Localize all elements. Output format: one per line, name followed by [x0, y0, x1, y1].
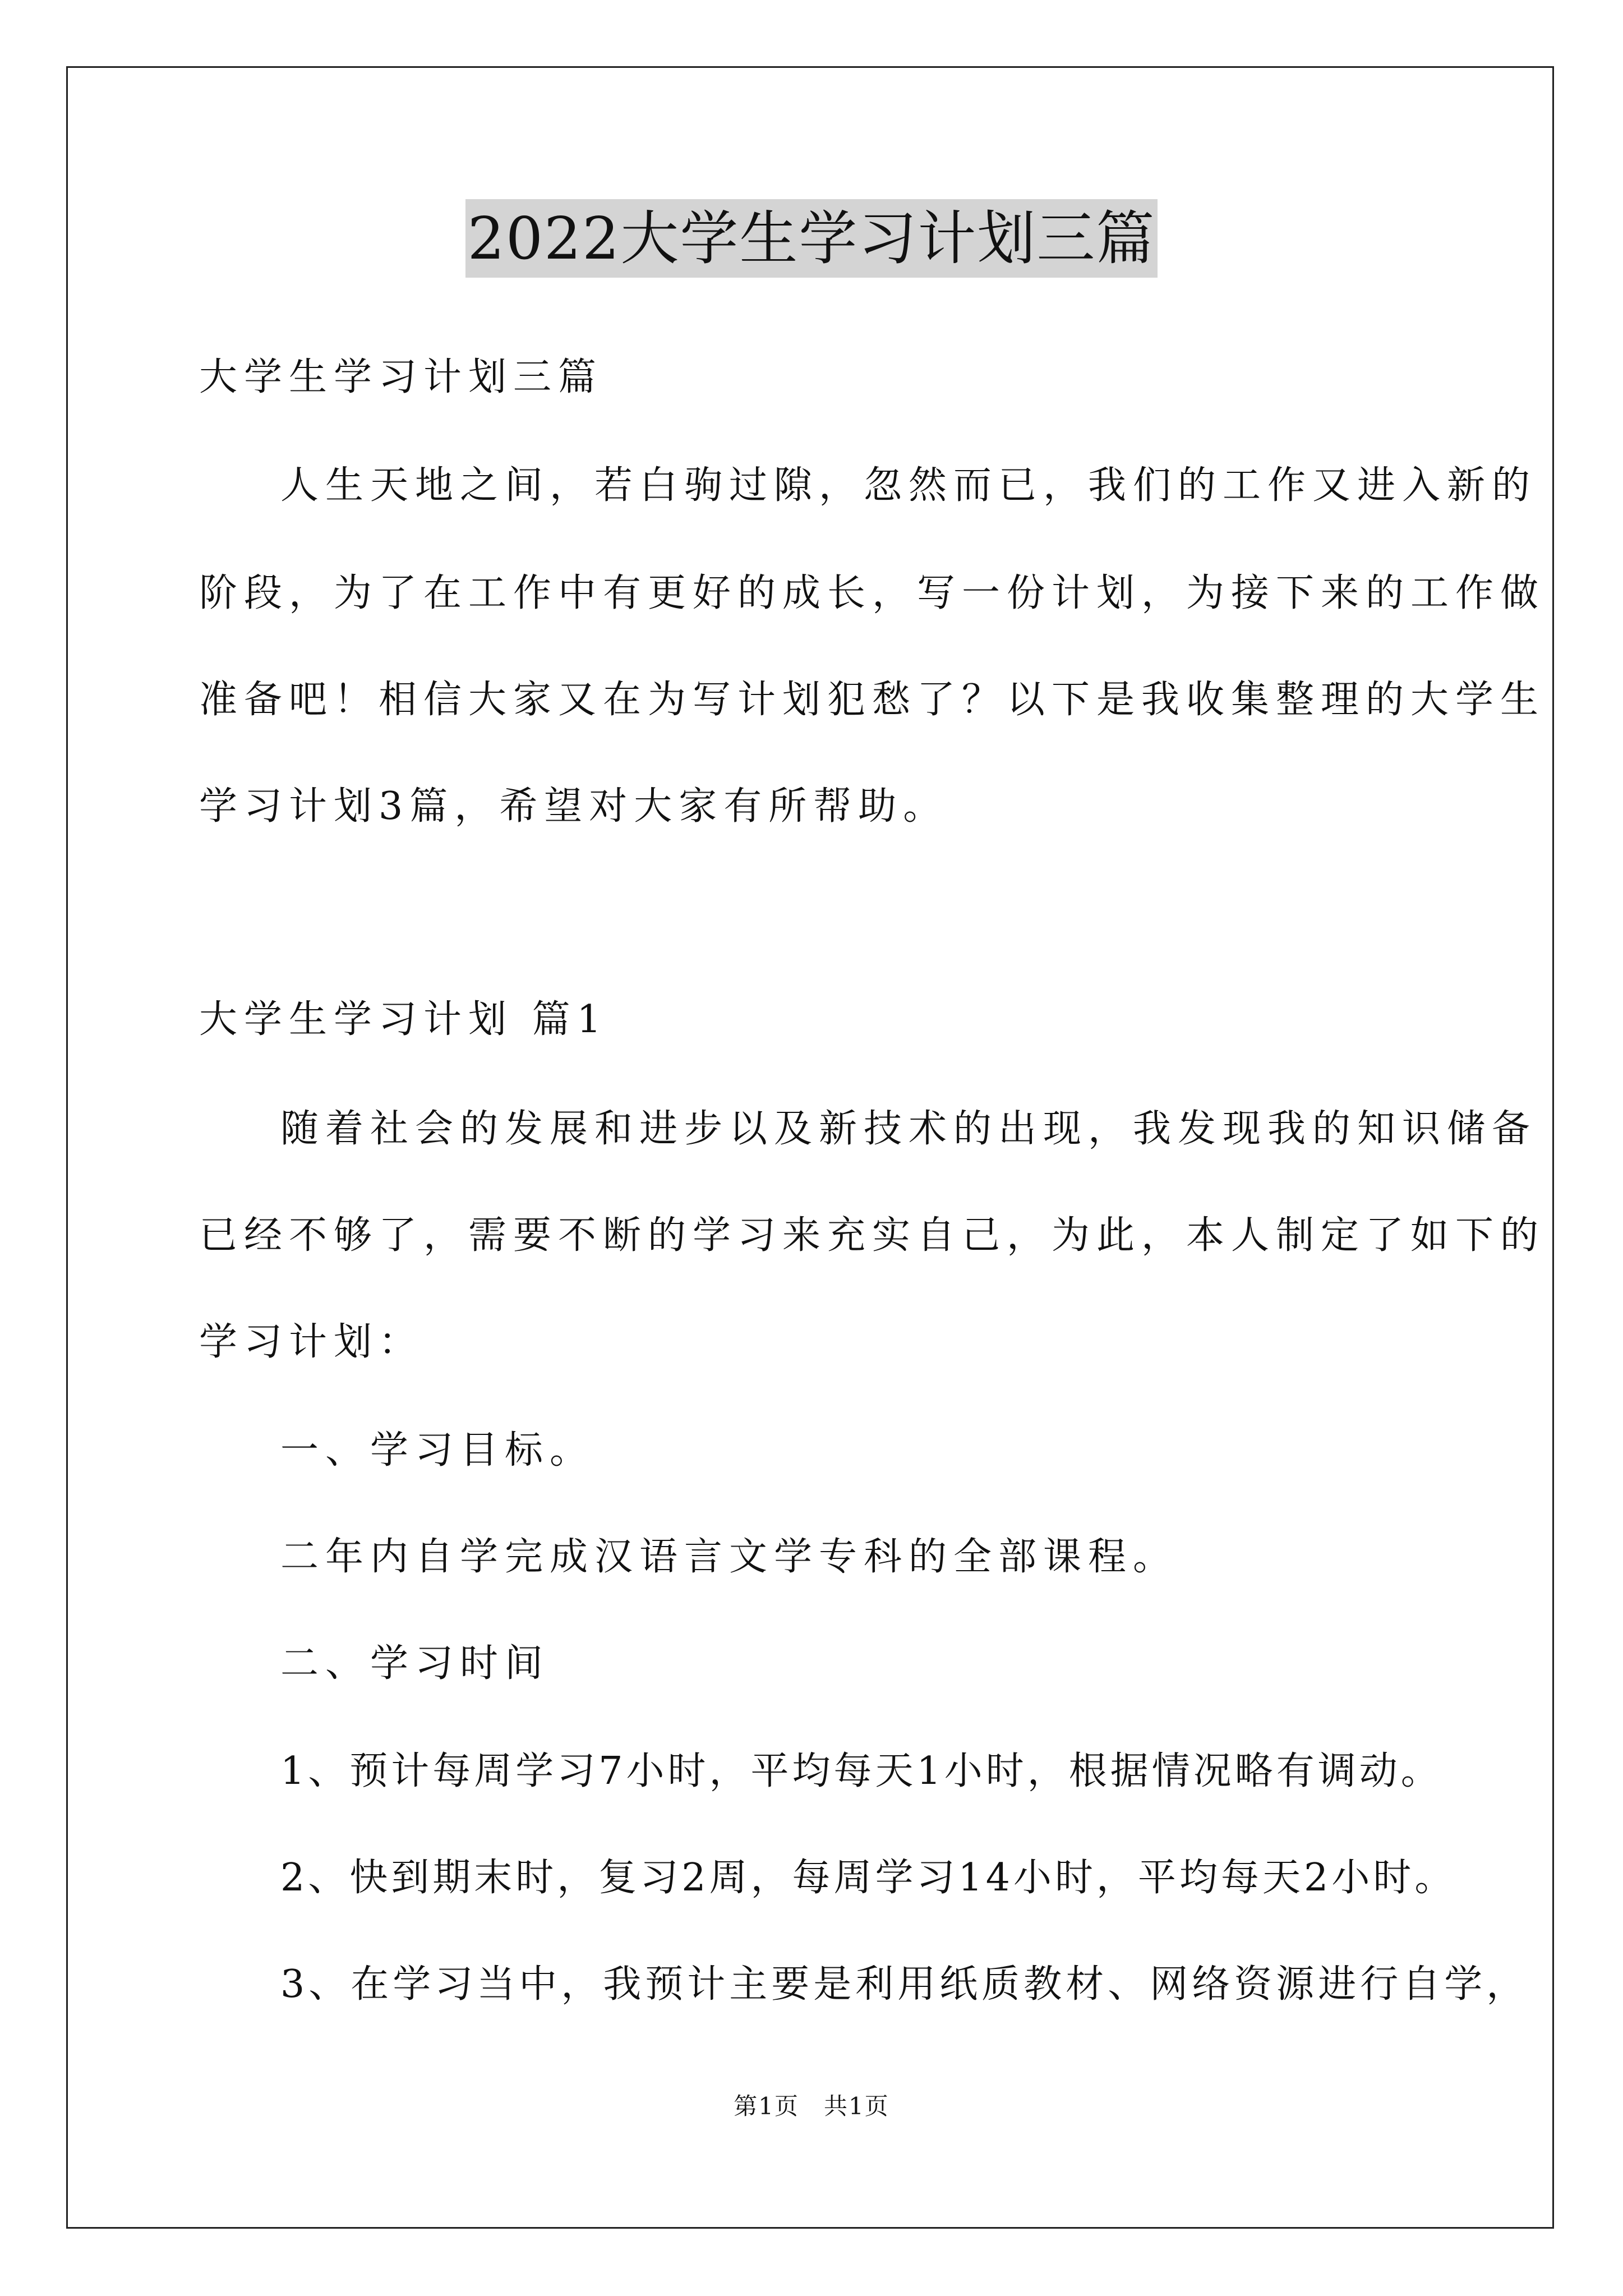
title-container [0, 199, 1623, 278]
paragraph-line: 已经不够了，需要不断的学习来充实自己，为此，本人制定了如下的 [199, 1213, 1546, 1258]
section-heading: 大学生学习计划 篇1 [199, 997, 608, 1042]
paragraph-line: 准备吧！相信大家又在为写计划犯愁了？以下是我收集整理的大学生 [199, 678, 1546, 722]
page-footer: 第1页 共1页 [734, 2092, 889, 2120]
document-title: 2022大学生学习计划三篇 [465, 199, 1158, 278]
paragraph-line: 学习计划： [199, 1320, 424, 1364]
list-item: 1、预计每周学习7小时，平均每天1小时，根据情况略有调动。 [280, 1749, 1442, 1793]
paragraph-line: 人生天地之间，若白驹过隙，忽然而已，我们的工作又进入新的 [280, 463, 1537, 508]
list-heading: 二、学习时间 [280, 1641, 550, 1686]
paragraph-line: 随着社会的发展和进步以及新技术的出现，我发现我的知识储备 [280, 1107, 1537, 1151]
list-heading: 一、学习目标。 [280, 1428, 595, 1473]
paragraph-line: 二年内自学完成汉语言文学专科的全部课程。 [280, 1535, 1178, 1579]
paragraph-line: 学习计划3篇，希望对大家有所帮助。 [199, 784, 948, 829]
paragraph-line: 阶段，为了在工作中有更好的成长，写一份计划，为接下来的工作做 [199, 571, 1546, 615]
subtitle-line: 大学生学习计划三篇 [199, 355, 603, 399]
list-item: 3、在学习当中，我预计主要是利用纸质教材、网络资源进行自学， [280, 1962, 1529, 2007]
list-item: 2、快到期末时，复习2周，每周学习14小时，平均每天2小时。 [280, 1856, 1456, 1900]
